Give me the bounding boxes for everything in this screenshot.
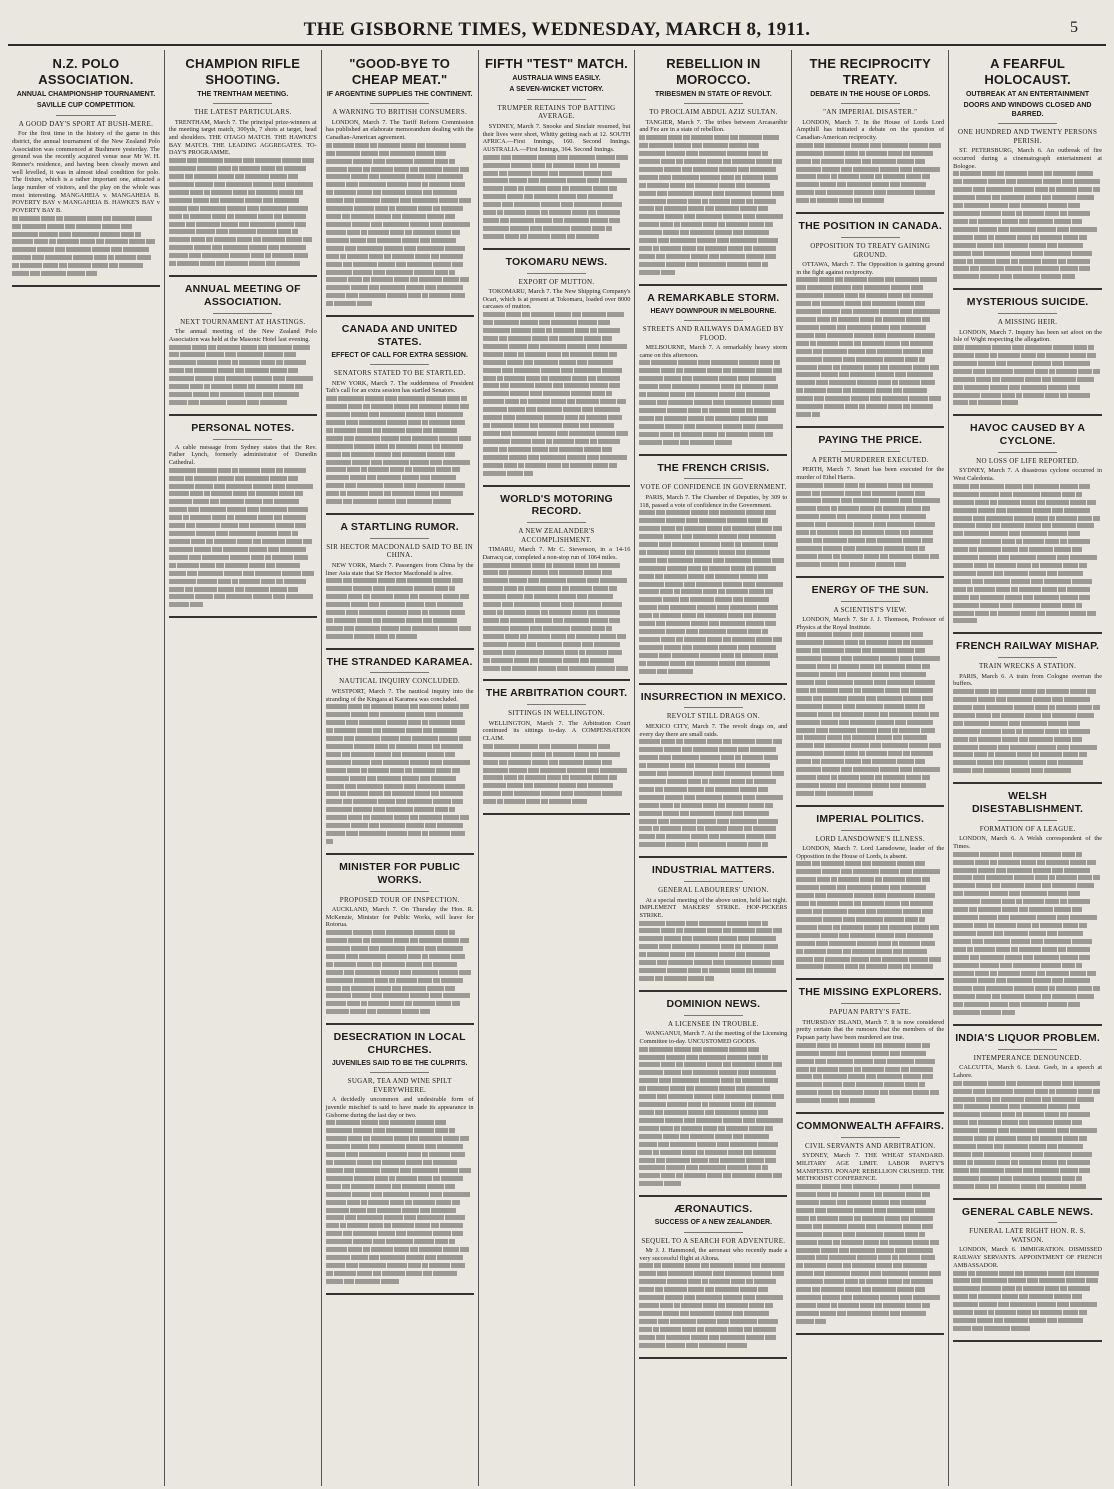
article-rule (169, 414, 317, 416)
divider (841, 451, 900, 452)
article-rule (483, 485, 631, 487)
divider (527, 273, 586, 274)
article-body: Mr J. J. Hammond, the aeronaut who recently made a very successful flight at Altona. (639, 1247, 788, 1262)
article-headline: COMMONWEALTH AFFAIRS. (796, 1120, 945, 1133)
article-body: LONDON, March 7. Sir J. J. Thomson, Professor of Physics at the Royal Institute. (796, 616, 945, 631)
divider (370, 891, 429, 892)
column-3 (322, 50, 479, 1486)
article-headline: "GOOD-BYE TO CHEAP MEAT." (349, 56, 451, 87)
article-headline: MYSTERIOUS SUICIDE. (966, 296, 1089, 309)
divider (841, 237, 900, 238)
article-rule (326, 853, 474, 855)
article-text-block (796, 277, 944, 420)
divider (370, 538, 429, 539)
article-headline: WELSH DISESTABLISHMENT. (972, 790, 1084, 816)
article-body: The annual meeting of the New Zealand Polo Association was held at the Masonic Hotel last evening. (168, 328, 317, 343)
article (953, 422, 1102, 634)
article-rule (796, 805, 944, 807)
article-body: NEW YORK, March 7. Passengers from China by the liner Asia state that Sir Hector Macdonald is alive. (325, 561, 474, 577)
article-rule (326, 648, 474, 650)
article (639, 462, 787, 685)
article-kicker: A MISSING HEIR. (997, 318, 1058, 327)
article-rule (953, 414, 1102, 416)
columns (8, 50, 1106, 1486)
article-kicker: PAPUAN PARTY'S FATE. (829, 1008, 912, 1017)
article-text-block (639, 739, 787, 850)
article-text-block (326, 1120, 474, 1286)
article-text-block (953, 852, 1102, 1018)
article (953, 1032, 1102, 1200)
article-text-block (639, 1263, 787, 1350)
article-headline: MINISTER FOR PUBLIC WORKS. (339, 860, 461, 886)
article-headline: N.Z. POLO ASSOCIATION. (38, 56, 134, 87)
article-text-block (326, 930, 474, 1017)
column-1 (8, 50, 165, 1486)
article-headline: INSURRECTION IN MEXICO. (640, 690, 786, 703)
article-rule (639, 683, 787, 685)
article-text-block (953, 484, 1102, 627)
divider (684, 881, 743, 882)
divider (370, 1072, 429, 1073)
article-body: LONDON, March 7. In the House of Lords Lord Ampthill has initiated a debate on the question of Canadian-American reciprocity. (796, 118, 945, 142)
article-headline: DESECRATION IN LOCAL CHURCHES. (333, 1031, 466, 1056)
article (326, 521, 474, 650)
article-kicker: FUNERAL LATE RIGHT HON. R. S. WATSON. (969, 1227, 1086, 1244)
article-kicker: THE LATEST PARTICULARS. (193, 108, 292, 117)
page-number: 5 (1070, 19, 1078, 36)
divider (213, 313, 272, 314)
article-rule (326, 1293, 474, 1295)
article-body: THURSDAY ISLAND, March 7. It is now considered pretty certain that the rumours that the members of the Papuan party have been murdered are true. (796, 1018, 945, 1042)
divider (370, 103, 429, 104)
article-rule (796, 1333, 944, 1335)
article-subheadline: ANNUAL CHAMPIONSHIP TOURNAMENT. (16, 90, 156, 98)
article-subheadline: THE TRENTHAM MEETING. (197, 90, 289, 98)
article (796, 1120, 944, 1335)
article-headline: FRENCH RAILWAY MISHAP. (956, 640, 1100, 653)
article-headline: PAYING THE PRICE. (818, 433, 923, 446)
article-body: A cable message from Sydney states that the Rev. Father Lynch, formerly administrator of Dunedin Cathedral. (168, 443, 317, 467)
divider (841, 601, 900, 602)
article-text-block (953, 689, 1102, 776)
masthead (0, 0, 1114, 46)
article-body: PERTH, March 7. Smart has been executed for the murder of Ethel Harris. (796, 466, 945, 481)
article (796, 56, 944, 214)
article (12, 56, 160, 287)
divider (56, 115, 115, 116)
article-text-block (483, 312, 631, 478)
article-rule (639, 454, 787, 456)
article-text-block (796, 483, 944, 570)
article-kicker: EXPORT OF MUTTON. (518, 277, 595, 286)
article (169, 283, 317, 416)
article (326, 56, 474, 317)
article-subheadline: TRIBESMEN IN STATE OF REVOLT. (655, 90, 772, 98)
divider (841, 1137, 900, 1138)
article-body: PARIS, March 7. The Chamber of Deputies, by 309 to 118, passed a vote of confidence in the Government. (639, 493, 788, 509)
article-rule (639, 990, 787, 992)
article-body: TIMARU, March 7. Mr C. Stevenson, in a 14-16 Darracq car, completed a non-stop run of 1064 miles. (482, 546, 631, 561)
article (796, 220, 944, 428)
article-kicker: TO PROCLAIM ABDUL AZIZ SULTAN. (649, 108, 778, 117)
article-rule (953, 782, 1102, 784)
article-kicker: SUGAR, TEA AND WINE SPILT EVERYWHERE. (347, 1077, 452, 1094)
article-rule (953, 1198, 1102, 1200)
article-kicker: A LICENSEE IN TROUBLE. (667, 1019, 759, 1028)
article-headline: A FEARFUL HOLOCAUST. (984, 56, 1071, 87)
article-text-block (953, 1271, 1102, 1334)
article-body: For the first time in the history of the game in this district, the annual tournament of the New Zealand Polo Association was commenced at Bushmere yesterday. The ground was the recently acquired venue near Mr W. H. Renner's residence, and having been closely mown and well levelled, it was in almost ideal condition for polo. The fixture, which is a rather important one, attracted a large number of visitors, and the play on the whole was most interesting. MANGAHEIA v. MANGAHEIA B. POVERTY BAY v MANGAHEIA B. HAWKE'S BAY v POVERTY BAY B. (12, 130, 160, 215)
article-rule (796, 978, 944, 980)
article-headline: A STARTLING RUMOR. (340, 521, 459, 534)
column-2 (165, 50, 322, 1486)
article-subheadline: SUCCESS OF A NEW ZEALANDER. (654, 1218, 773, 1226)
article-text-block (483, 155, 631, 242)
article-headline: A REMARKABLE STORM. (647, 291, 780, 304)
article-body: AUCKLAND, March 7. On Thursday the Hon. R. McKenzie, Minister for Public Works, will leave for Rotorua. (325, 906, 474, 929)
article-rule (483, 679, 631, 681)
article-text-block (639, 1047, 787, 1190)
article-rule (169, 616, 317, 618)
article-kicker: A PERTH MURDERER EXECUTED. (811, 455, 929, 464)
article (483, 56, 631, 250)
article-rule (953, 1024, 1102, 1026)
article-rule (326, 513, 474, 515)
article (796, 986, 944, 1114)
article-rule (953, 632, 1102, 634)
article-headline: ÆRONAUTICS. (674, 1203, 753, 1216)
article-kicker: LORD LANSDOWNE'S ILLNESS. (815, 834, 925, 843)
article-subheadline-2: SAVILLE CUP COMPETITION. (36, 102, 135, 110)
article (953, 56, 1102, 290)
article-kicker: NEXT TOURNAMENT AT HASTINGS. (180, 317, 306, 326)
article-kicker: REVOLT STILL DRAGS ON. (666, 712, 760, 721)
article-rule (953, 1340, 1102, 1342)
article-text-block (796, 1043, 944, 1106)
article-body: A decidedly uncommon and undesirable form of juvenile mischief is said to have made its appearance in Gisborne during the last day or two. (325, 1096, 474, 1119)
divider (841, 103, 900, 104)
column-7 (949, 50, 1106, 1486)
article-kicker: ONE HUNDRED AND TWENTY PERSONS PERISH. (957, 128, 1098, 145)
article-body: WANGANUI, March 7. At the meeting of the Licensing Committee to-day. UNCUSTOMED GOODS. (639, 1030, 788, 1045)
article (326, 861, 474, 1025)
article (483, 687, 631, 815)
article-kicker: INTEMPERANCE DENOUNCED. (973, 1053, 1082, 1062)
article (326, 323, 474, 515)
article-kicker: FORMATION OF A LEAGUE. (979, 824, 1076, 833)
article-subheadline: HEAVY DOWNPOUR IN MELBOURNE. (650, 307, 777, 315)
column-4 (479, 50, 636, 1486)
article-rule (796, 426, 944, 428)
article (953, 640, 1102, 784)
article-headline: ANNUAL MEETING OF ASSOCIATION. (184, 283, 301, 308)
article-text-block (796, 632, 944, 798)
article-rule (639, 1357, 787, 1359)
article-body: TRENTHAM, March 7. The principal prize-winners at the meeting target match, 300yds, 7 shots at target, head and shoulders. THE OTAGO MATCH. THE HAWKE'S BAY MATCH. THE LEADING AGGREGATES. TO-DAY'S PROGRAMME. (168, 118, 317, 157)
article-rule (796, 212, 944, 214)
article (796, 434, 944, 578)
article-body: MEXICO CITY, March 7. The revolt drags on, and every day there are small raids. (639, 722, 788, 738)
article-kicker: SENATORS STATED TO BE STARTLED. (333, 369, 466, 378)
article-kicker: TRUMPER RETAINS TOP BATTING AVERAGE. (497, 103, 616, 121)
article-headline: TOKOMARU NEWS. (505, 255, 608, 268)
article-body: ST. PETERSBURG, March 6. An outbreak of fire occurred during a cinematograph entertainment at Bologoe. (953, 147, 1103, 170)
article-body: WELLINGTON, March 7. The Arbitration Court continued its sittings to-day. A COMPENSATION CLAIM. (482, 719, 631, 743)
article-kicker: NO LOSS OF LIFE REPORTED. (976, 456, 1080, 465)
article (639, 864, 787, 992)
divider (998, 820, 1058, 821)
article-headline: REBELLION IN MOROCCO. (666, 56, 761, 87)
article-rule (639, 856, 787, 858)
article (639, 998, 787, 1197)
article-body: At a special meeting of the above union, held last night. IMPLEMENT MAKERS' STRIKE. HOP-PICKERS STRIKE. (639, 896, 788, 919)
article-kicker: PROPOSED TOUR OF INSPECTION. (339, 895, 460, 904)
article-rule (796, 576, 944, 578)
article-body: TOKOMARU, March 7. The New Shipping Company's Ocari, which is at present at Tokomaru, loaded over 8000 carcases of mutton. (482, 288, 631, 311)
article-kicker: GENERAL LABOURERS' UNION. (658, 886, 769, 894)
divider (841, 830, 900, 831)
article (953, 1206, 1102, 1342)
article-body: CALCUTTA, March 6. Lieut. Geeb, in a speech at Lahore. (953, 1064, 1103, 1080)
article-kicker: TRAIN WRECKS A STATION. (978, 662, 1077, 671)
article-kicker: STREETS AND RAILWAYS DAMAGED BY FLOOD. (642, 325, 784, 342)
divider (527, 522, 586, 523)
article-body: TANGIER, March 7. The tribes between Arcasaréhir and Fez are in a state of rebellion. (639, 118, 788, 134)
article-body: LONDON, March 7. Inquiry has been set afoot on the Isle of Wight respecting the allegation. (953, 328, 1103, 344)
article (483, 256, 631, 487)
article-body: NEW YORK, March 7. The suddenness of President Taft's call for an extra session has startled Senators. (325, 379, 474, 395)
divider (527, 99, 586, 100)
article-kicker: "AN IMPERIAL DISASTER." (823, 108, 918, 117)
article-rule (483, 813, 631, 815)
article-headline: GENERAL CABLE NEWS. (961, 1205, 1094, 1218)
article-text-block (796, 143, 944, 206)
article-rule (12, 285, 160, 287)
article-body: LONDON, March 7. Lord Lansdowne, leader of the Opposition in the House of Lords, is absent. (796, 845, 945, 860)
divider (370, 364, 429, 365)
article-body: LONDON, March 6. IMMIGRATION. DISMISSED RAILWAY SERVANTS. APPOINTMENT OF FRENCH AMBASSADOR. (953, 1246, 1103, 1269)
article-headline: WORLD'S MOTORING RECORD. (500, 492, 613, 518)
article-headline: CHAMPION RIFLE SHOOTING. (185, 56, 301, 87)
divider (213, 103, 272, 104)
article-text-block (953, 345, 1102, 408)
article-text-block (326, 143, 474, 309)
article-kicker: NAUTICAL INQUIRY CONCLUDED. (339, 677, 461, 686)
article-text-block (169, 158, 317, 269)
article-text-block (169, 345, 317, 408)
article-text-block (639, 135, 787, 278)
article-body: LONDON, March 7. The Tariff Reform Commission has published an elaborate memorandum dealing with the Canadian-American agreement. (325, 118, 474, 142)
article-subheadline: IF ARGENTINE SUPPLIES THE CONTINENT. (326, 90, 473, 98)
article (953, 790, 1102, 1026)
article-rule (953, 288, 1102, 290)
article-headline: THE POSITION IN CANADA. (798, 220, 942, 233)
article-headline: THE STRANDED KARAMEA. (326, 655, 473, 668)
article-text-block (12, 216, 160, 279)
article-rule (483, 248, 631, 250)
article-headline: IMPERIAL POLITICS. (816, 812, 925, 825)
masthead-rule (8, 44, 1106, 46)
article-text-block (326, 396, 474, 507)
article-kicker: A SCIENTIST'S VIEW. (833, 605, 907, 614)
article (326, 1031, 474, 1295)
divider (370, 672, 429, 673)
article-headline: THE FRENCH CRISIS. (657, 461, 770, 474)
divider (841, 1003, 900, 1004)
divider (998, 313, 1058, 314)
divider (684, 1232, 743, 1233)
article-text-block (326, 704, 474, 847)
article-subheadline-2: DOORS AND WINDOWS CLOSED AND BARRED. (963, 102, 1092, 118)
article (169, 422, 317, 618)
divider (998, 657, 1058, 658)
article-headline: THE ARBITRATION COURT. (485, 687, 628, 700)
article-subheadline: JUVENILES SAID TO BE THE CULPRITS. (331, 1059, 468, 1067)
article-headline: THE MISSING EXPLORERS. (798, 986, 942, 999)
article-text-block (326, 578, 474, 641)
article-kicker: A NEW ZEALANDER'S ACCOMPLISHMENT. (518, 527, 595, 544)
article-body: MELBOURNE, March 7. A remarkably heavy storm came on this afternoon. (639, 344, 788, 359)
newspaper-title: THE GISBORNE TIMES, WEDNESDAY, MARCH 8, 1911. (303, 19, 811, 40)
article-subheadline: AUSTRALIA WINS EASILY. (512, 74, 601, 82)
article (639, 292, 787, 456)
article (483, 493, 631, 682)
article-rule (326, 1023, 474, 1025)
article-kicker: SEQUEL TO A SEARCH FOR ADVENTURE. (641, 1236, 786, 1245)
article-subheadline: DEBATE IN THE HOUSE OF LORDS. (810, 90, 931, 98)
article-kicker: VOTE OF CONFIDENCE IN GOVERNMENT. (640, 483, 787, 492)
article (796, 584, 944, 807)
article-text-block (639, 921, 787, 984)
article-headline: PERSONAL NOTES. (191, 421, 295, 434)
article-text-block (796, 861, 944, 972)
article-body: SYDNEY, March 7. Snooke and Sinclair resumed, but their lives were short, Whitty getting each at 12. SOUTH AFRICA.—First Innings, 160. Second Innings. AUSTRALIA.—First Innings, 364. Second Innings. (482, 122, 631, 153)
article-body: OTTAWA, March 7. The Opposition is gaining ground in the fight against reciprocity. (796, 261, 945, 276)
divider (684, 707, 743, 708)
article-rule (639, 1195, 787, 1197)
article-headline: DOMINION NEWS. (666, 997, 761, 1010)
divider (684, 103, 743, 104)
divider (684, 1015, 743, 1016)
article-headline: ENERGY OF THE SUN. (811, 583, 929, 596)
divider (213, 439, 272, 440)
article-body: SYDNEY, March 7. A disastrous cyclone occurred in West Caledonia. (953, 467, 1103, 483)
divider (527, 704, 586, 705)
article-kicker: OPPOSITION TO TREATY GAINING GROUND. (810, 241, 931, 259)
article-text-block (796, 1184, 944, 1327)
article-text-block (639, 360, 787, 447)
article (326, 656, 474, 855)
article-headline: INDUSTRIAL MATTERS. (651, 864, 775, 877)
divider (684, 320, 743, 321)
article-body: SYDNEY, March 7. THE WHEAT STANDARD. MILITARY AGE LIMIT. LABOR PARTY'S MANIFESTO. PONAPE REBELLION CRUSHED. THE METHODIST CONFERENCE. (796, 1152, 945, 1183)
article-text-block (169, 468, 317, 611)
article-body: LONDON, March 6. A Welsh correspondent of the Times. (953, 835, 1103, 851)
article-text-block (483, 744, 631, 807)
divider (998, 1049, 1058, 1050)
article-body: PARIS, March 6. A train from Cologne overran the buffers. (953, 672, 1103, 688)
article-text-block (483, 563, 631, 674)
article-headline: CANADA AND UNITED STATES. (341, 323, 458, 348)
article-kicker: SITTINGS IN WELLINGTON. (508, 709, 605, 718)
article (796, 813, 944, 981)
divider (684, 478, 743, 479)
article-headline: THE RECIPROCITY TREATY. (809, 56, 931, 87)
article-text-block (639, 510, 787, 676)
article-text-block (953, 1081, 1102, 1192)
article-kicker: A WARNING TO BRITISH CONSUMERS. (332, 108, 468, 117)
article-subheadline: OUTBREAK AT AN ENTERTAINMENT (965, 90, 1090, 98)
column-5 (635, 50, 792, 1486)
article-subheadline: EFFECT OF CALL FOR EXTRA SESSION. (331, 351, 468, 359)
divider (998, 1222, 1058, 1223)
article-rule (639, 284, 787, 286)
article (639, 691, 787, 859)
divider (998, 452, 1058, 453)
column-6 (792, 50, 949, 1486)
article-headline: INDIA'S LIQUOR PROBLEM. (955, 1032, 1100, 1045)
article-headline: FIFTH "TEST" MATCH. (485, 56, 628, 71)
article-body: WESTPORT, March 7. The nautical inquiry into the stranding of the Kingara at Karamea was concluded. (325, 687, 474, 703)
article-rule (326, 315, 474, 317)
article (639, 1203, 787, 1358)
article-rule (169, 275, 317, 277)
article-kicker: SIR HECTOR MACDONALD SAID TO BE IN CHINA. (326, 542, 473, 560)
article (953, 296, 1102, 416)
article-subheadline-2: A SEVEN-WICKET VICTORY. (509, 86, 604, 94)
article (169, 56, 317, 277)
divider (998, 123, 1058, 124)
article-headline: HAVOC CAUSED BY A CYCLONE. (969, 422, 1086, 448)
article (639, 56, 787, 286)
article-kicker: CIVIL SERVANTS AND ARBITRATION. (804, 1141, 936, 1150)
article-text-block (953, 171, 1102, 282)
article-rule (796, 1112, 944, 1114)
article-kicker: A GOOD DAY'S SPORT AT BUSH-MERE. (18, 119, 154, 128)
